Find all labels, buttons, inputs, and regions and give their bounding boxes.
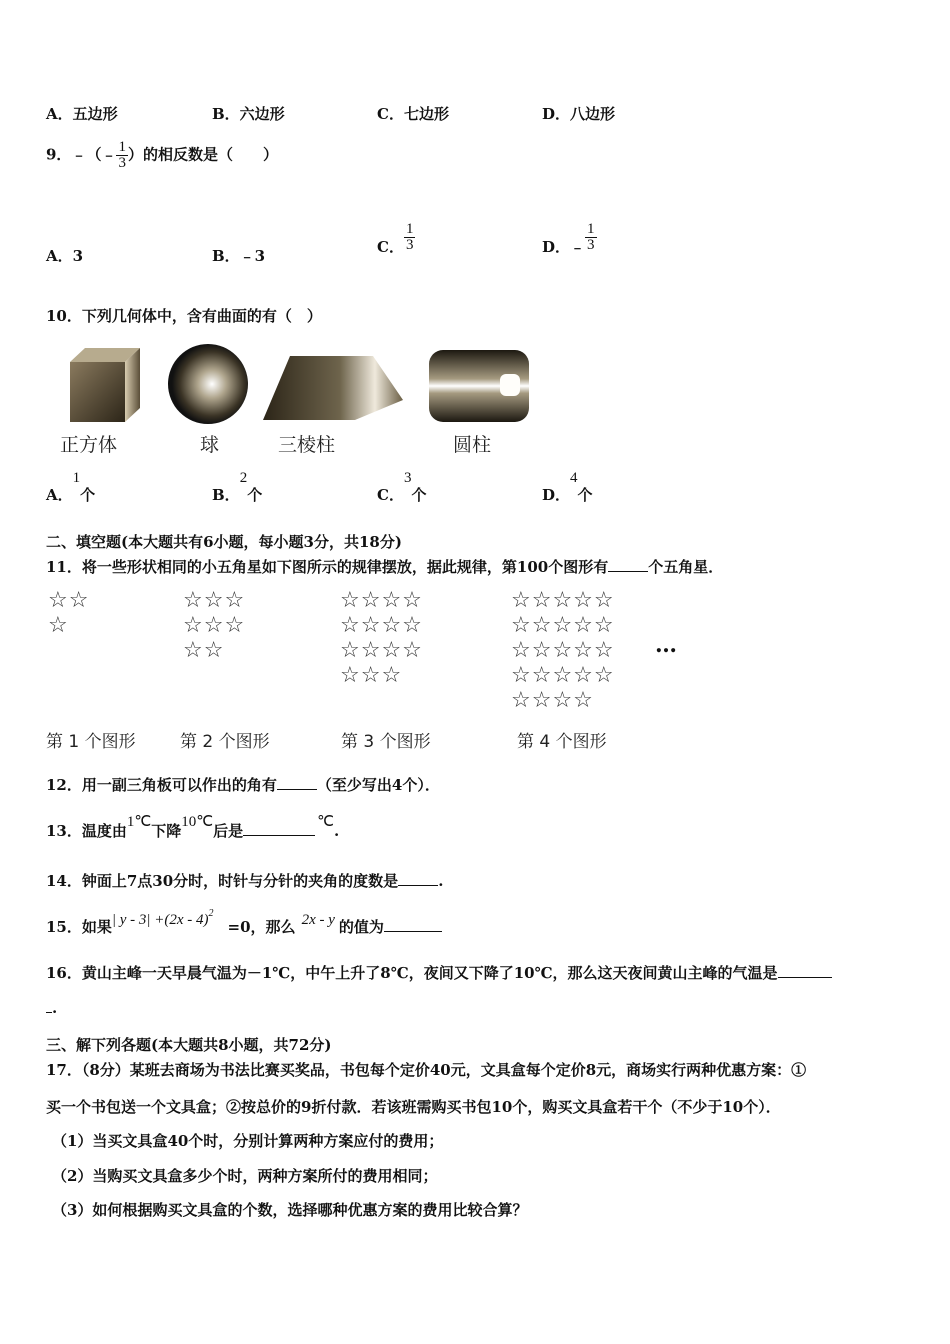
- star-row: ☆☆: [183, 638, 225, 663]
- solids-figure: [55, 340, 545, 430]
- sphere-shape: [168, 344, 248, 424]
- figure-label-3: 第 3 个图形: [341, 732, 431, 752]
- q15-answer-blank: [384, 917, 442, 932]
- q11-stem-text: 11．将一些形状相同的小五角星如下图所示的规律摆放，据此规律，第100个图形有: [46, 558, 609, 576]
- cylinder-shape: [429, 350, 529, 422]
- section-3-title: 三、解下列各题(本大题共8小题，共72分): [46, 1036, 332, 1054]
- question-14-stem: [46, 870, 443, 891]
- star-figure-3: [340, 588, 423, 688]
- q10-option-c: [377, 470, 427, 504]
- q15-prefix: 15．如果: [46, 918, 112, 936]
- q9-prefix: ﹣（﹣: [71, 145, 117, 164]
- q15-end: 的值为: [338, 918, 384, 936]
- q13-answer-blank: [243, 821, 315, 836]
- q16-tail-text: .: [52, 999, 58, 1017]
- q9-option-b: B．﹣3: [212, 247, 266, 265]
- star-row: ☆☆: [48, 588, 90, 613]
- q10-option-b: [212, 470, 263, 504]
- q13-unit: ℃: [317, 814, 334, 830]
- q15-expression-2: 2x - y: [301, 912, 335, 928]
- q14-answer-blank: [398, 871, 438, 886]
- q10-option-b-unit: 个: [247, 486, 263, 504]
- q9-option-d: [542, 221, 597, 256]
- q10-option-a: [46, 470, 96, 504]
- q11-answer-blank: [608, 557, 648, 572]
- cube-shape: [70, 348, 140, 422]
- star-row: ☆☆☆: [183, 613, 246, 638]
- q10-option-c-label: C．: [377, 486, 404, 504]
- question-17-sub-2: （2）当购买文具盒多少个时，两种方案所付的费用相同；: [52, 1167, 438, 1185]
- star-row: ☆☆☆☆: [511, 688, 594, 713]
- star-row: ☆☆☆☆☆: [511, 588, 615, 613]
- q16-tail: [46, 998, 57, 1017]
- q9-option-c: [377, 221, 415, 256]
- star-row: ☆☆☆☆☆: [511, 638, 615, 663]
- q9-frac-num: 1: [118, 139, 126, 155]
- star-figure-4: [511, 588, 615, 713]
- question-17-sub-1: （1）当买文具盒40个时，分别计算两种方案应付的费用；: [52, 1132, 444, 1150]
- star-row: ☆☆☆: [183, 588, 246, 613]
- q15-mid: =0，那么: [227, 918, 296, 936]
- q10-option-c-value: 3: [403, 470, 412, 486]
- star-row: ☆☆☆: [340, 663, 403, 688]
- q8-option-a: A．五边形: [46, 105, 118, 123]
- q16-stem-text: 16．黄山主峰一天早晨气温为－1℃，中午上升了8℃，夜间又下降了10℃，那么这天夜间黄山主峰的气温是: [46, 964, 778, 982]
- q9-option-c-label: C．: [377, 237, 404, 256]
- q9-suffix: ）的相反数是（ ）: [127, 145, 278, 164]
- q9-frac-den: 3: [118, 155, 126, 171]
- q12-stem-end: （至少写出4个）．: [316, 776, 440, 794]
- q14-stem-text: 14．钟面上7点30分时，时针与分针的夹角的度数是: [46, 872, 399, 890]
- shape-label-cylinder: 圆柱: [453, 434, 492, 456]
- q15-expression-1: | y - 3| +(2x - 4): [111, 912, 209, 928]
- q9-option-a: A．3: [46, 247, 84, 265]
- q8-option-d: D．八边形: [542, 105, 616, 123]
- question-17-line-1: 17．（8分）某班去商场为书法比赛买奖品，书包每个定价40元，文具盒每个定价8元，商场实行两种优惠方案：①: [46, 1061, 807, 1079]
- star-row: ☆☆☆☆☆: [511, 663, 615, 688]
- section-2-title: 二、填空题(本大题共有6小题，每小题3分，共18分): [46, 533, 402, 551]
- question-9-stem: [46, 140, 278, 171]
- figure-label-4: 第 4 个图形: [517, 732, 607, 752]
- q13-prefix: 13．温度由: [46, 822, 127, 840]
- q9-option-c-fraction: [404, 222, 416, 253]
- q10-option-d-unit: 个: [577, 486, 593, 504]
- shape-label-cube: 正方体: [60, 434, 118, 456]
- q9-option-c-den: 3: [405, 237, 414, 253]
- q10-option-a-unit: 个: [80, 486, 96, 504]
- question-17-sub-3: （3）如何根据购买文具盒的个数，选择哪种优惠方案的费用比较合算？: [52, 1201, 528, 1219]
- star-figure-2: [183, 588, 245, 663]
- q16-answer-blank: [778, 963, 832, 978]
- q12-answer-blank: [277, 775, 317, 790]
- q13-end: .: [333, 822, 340, 840]
- figure-label-1: 第 1 个图形: [46, 732, 136, 752]
- q8-option-b: B．六边形: [212, 105, 285, 123]
- star-ellipsis: …: [655, 632, 677, 658]
- figure-label-2: 第 2 个图形: [180, 732, 270, 752]
- star-row: ☆☆☆☆: [340, 613, 423, 638]
- q9-option-d-num: 1: [587, 221, 595, 237]
- star-figure-1: [48, 588, 89, 638]
- q15-exponent: 2: [208, 908, 214, 919]
- question-10-stem: 10．下列几何体中，含有曲面的有（ ）: [46, 307, 322, 325]
- q13-after: 后是: [213, 822, 244, 840]
- q9-option-d-label: D．﹣: [542, 237, 586, 256]
- q11-stem-end: 个五角星．: [648, 558, 724, 576]
- q8-option-c: C．七边形: [377, 105, 449, 123]
- triangular-prism-shape: [263, 356, 403, 420]
- q13-temp-1: 1℃: [126, 814, 152, 830]
- question-16-stem: [46, 962, 832, 983]
- question-17-line-2: 买一个书包送一个文具盒；②按总价的9折付款．若该班需购买书包10个，购买文具盒若干个（不少于10个）．: [46, 1098, 781, 1116]
- q9-option-d-den: 3: [587, 237, 595, 253]
- q10-option-d-label: D．: [542, 486, 571, 504]
- q10-option-b-value: 2: [239, 470, 248, 486]
- q10-option-a-value: 1: [72, 470, 81, 486]
- q10-option-a-label: A．: [46, 486, 73, 504]
- q10-option-c-unit: 个: [411, 486, 427, 504]
- question-15-stem: [46, 908, 442, 937]
- q10-option-d-value: 4: [570, 470, 578, 486]
- q13-mid: 下降: [151, 822, 182, 840]
- q10-option-b-label: B．: [212, 486, 240, 504]
- star-row: ☆☆☆☆☆: [511, 613, 615, 638]
- question-13-stem: [46, 814, 340, 841]
- q10-option-d: [542, 470, 593, 504]
- q9-number: 9．: [46, 145, 72, 164]
- question-11-stem: [46, 556, 723, 577]
- q14-end: .: [438, 872, 444, 890]
- star-row: ☆: [48, 613, 69, 638]
- q12-stem-text: 12．用一副三角板可以作出的角有: [46, 776, 277, 794]
- q9-option-d-fraction: [585, 222, 597, 253]
- question-12-stem: [46, 774, 440, 795]
- q13-temp-2: 10℃: [181, 814, 214, 830]
- shape-label-prism: 三棱柱: [278, 434, 336, 456]
- star-row: ☆☆☆☆: [340, 588, 423, 613]
- q9-option-c-num: 1: [405, 221, 414, 237]
- q9-fraction: [116, 140, 128, 171]
- shape-label-sphere: 球: [200, 434, 220, 456]
- star-row: ☆☆☆☆: [340, 638, 423, 663]
